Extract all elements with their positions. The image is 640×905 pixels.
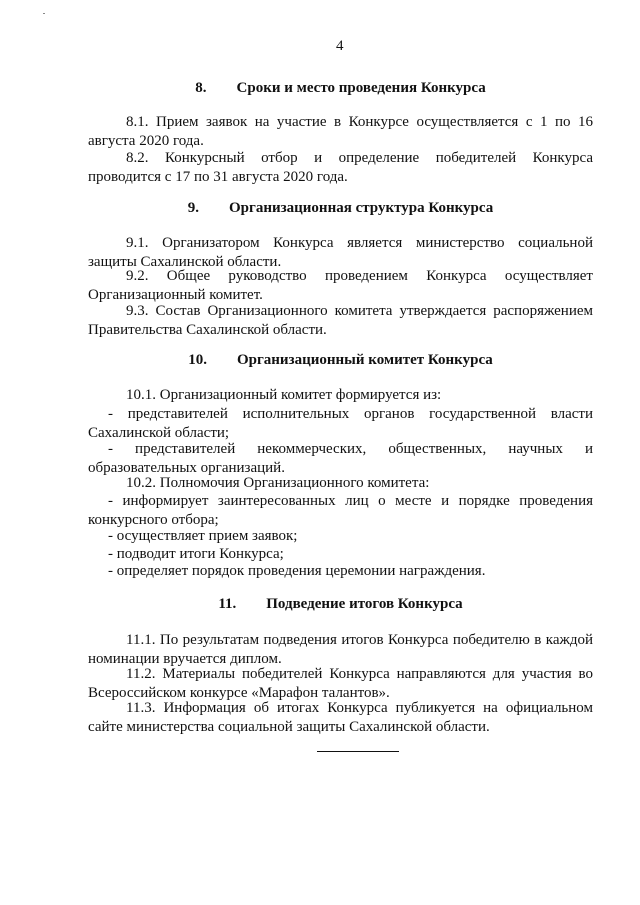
section-number: 8. [195,80,207,96]
section-title: Сроки и место проведения Конкурса [236,80,486,96]
section-title: Подведение итогов Конкурса [266,596,463,612]
paragraph: 9.1. Организатором Конкурса является министерство социальной защиты Сахалинской области. [88,235,593,270]
section-number: 9. [187,200,200,216]
paragraph: 11.3. Информация об итогах Конкурса публикуется на официальном сайте министерства социальной защиты Сахалинской области. [88,700,593,735]
list-item: - информирует заинтересованных лиц о месте и порядке проведения конкурсного отбора; [88,493,593,528]
section-11-heading [88,596,593,613]
paragraph: 11.1. По результатам подведения итогов Конкурса победителю в каждой номинации вручается диплом. [88,632,593,667]
paragraph: 9.2. Общее руководство проведением Конкурса осуществляет Организационный комитет. [88,268,593,303]
section-8-heading [88,80,593,97]
section-number: 11. [218,596,237,612]
list-item: - осуществляет прием заявок; [108,528,298,544]
section-10-heading [88,352,593,369]
section-title: Организационная структура Конкурса [229,200,494,216]
paragraph: 8.2. Конкурсный отбор и определение победителей Конкурса проводится с 17 по 31 августа 2020 года. [88,150,593,185]
scan-speck [43,13,45,14]
paragraph: 11.2. Материалы победителей Конкурса направляются для участия во Всероссийском конкурсе «Марафон талантов». [88,666,593,701]
section-title: Организационный комитет Конкурса [236,352,493,368]
section-9-heading [88,200,593,217]
list-item: - определяет порядок проведения церемонии награждения. [108,563,486,579]
paragraph: 8.1. Прием заявок на участие в Конкурсе осуществляется с 1 по 16 августа 2020 года. [88,114,593,149]
list-item: - подводит итоги Конкурса; [108,546,284,562]
paragraph: 10.2. Полномочия Организационного комитета: [126,475,430,491]
paragraph: 10.1. Организационный комитет формируется из: [126,387,442,403]
paragraph: 9.3. Состав Организационного комитета утверждается распоряжением Правительства Сахалинской области. [88,303,593,338]
page-number: 4 [336,38,344,54]
list-item: - представителей исполнительных органов государственной власти Сахалинской области; [88,406,593,441]
closing-rule [317,751,399,752]
list-item: - представителей некоммерческих, общественных, научных и образовательных организаций. [88,441,593,476]
section-number: 10. [188,352,207,368]
